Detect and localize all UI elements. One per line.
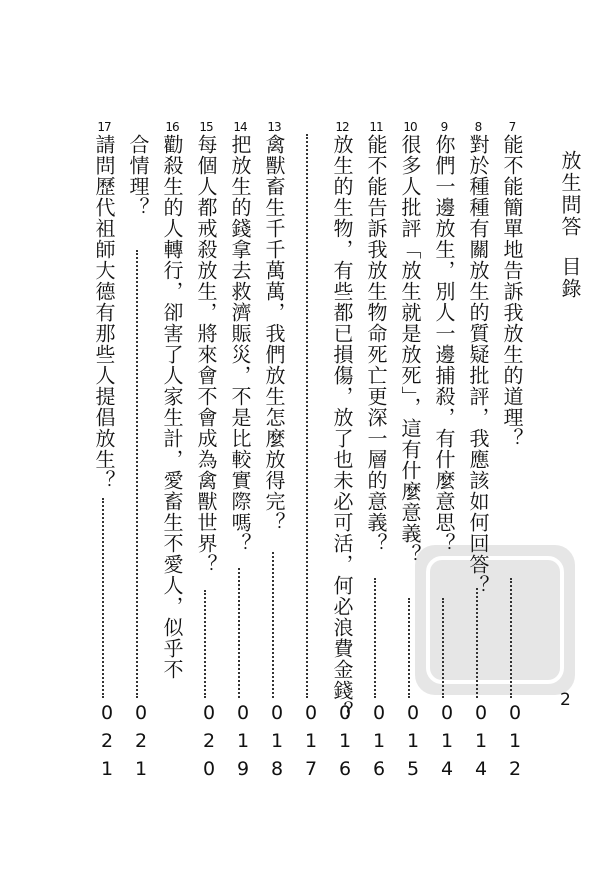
entry-page: 014 [436,702,458,786]
entry-number: 11 [369,120,383,134]
toc-entry-16-continued[interactable] [124,120,152,786]
page-number: 2 [560,690,571,710]
leader-dots [510,578,516,698]
entry-text: 把放生的錢拿去救濟賑災，不是比較實際嗎？ [228,134,252,554]
entry-number: 16 [165,120,179,134]
entry-number: 8 [474,120,482,134]
leader-dots [442,598,448,698]
entry-page: 015 [402,702,424,786]
entry-number: 12 [335,120,349,134]
entry-text: 對於種種有關放生的質疑批評，我應該如何回答？ [466,134,490,596]
entry-page: 018 [266,702,288,786]
leader-dots [306,134,312,698]
toc-entry-13[interactable] [260,120,288,786]
leader-dots [204,590,210,698]
entry-page: 016 [368,702,390,786]
entry-number: 15 [199,120,213,134]
entry-number: 17 [97,120,111,134]
section-title: 目錄 [558,256,582,300]
leader-dots [272,552,278,698]
entry-page: 021 [130,702,152,786]
entry-text: 能不能告訴我放生物命死亡更深一層的意義？ [364,134,388,554]
toc-entry-12-continued[interactable] [294,120,322,786]
entry-text: 很多人批評「放生就是放死」，這有什麼意義？ [398,134,422,565]
entry-number: 13 [267,120,281,134]
toc-entry-15[interactable] [192,120,220,786]
toc-entry-12[interactable] [328,120,356,786]
entry-page: 016 [334,702,356,786]
entry-text: 請問歷代祖師大德有那些人提倡放生？ [92,134,116,491]
leader-dots [136,250,142,698]
entry-number: 9 [440,120,448,134]
leader-dots [102,498,108,698]
entry-page: 020 [198,702,220,786]
toc-entry-17[interactable] [90,120,118,786]
entry-number: 10 [403,120,417,134]
entry-text: 放生的生物，有些都已損傷，放了也未必可活，何必浪費金錢？ [330,134,354,722]
toc-entry-9[interactable] [430,120,458,786]
entry-text: 每個人都戒殺放生，將來會不會成為禽獸世界？ [194,134,218,575]
toc-entry-11[interactable] [362,120,390,786]
entry-number: 14 [233,120,247,134]
toc-entry-8[interactable] [464,120,492,786]
entry-page: 014 [470,702,492,786]
entry-text: 合情理？ [126,134,150,218]
toc-entry-10[interactable] [396,120,424,786]
entry-page: 019 [232,702,254,786]
leader-dots [374,578,380,698]
leader-dots [408,598,414,698]
book-title: 放生問答 [558,150,582,238]
entry-page: 017 [300,702,322,786]
entry-page: 021 [96,702,118,786]
entry-text: 能不能簡單地告訴我放生的道理？ [500,134,524,449]
entry-text: 勸殺生的人轉行，卻害了人家生計，愛畜生不愛人，似乎不 [160,134,184,680]
entry-text: 你們一邊放生，別人一邊捕殺，有什麼意思？ [432,134,456,554]
entry-text: 禽獸畜生千千萬萬，我們放生怎麼放得完？ [262,134,286,533]
entry-page: 012 [504,702,526,786]
leader-dots [238,568,244,698]
page-title [560,150,580,300]
toc-entry-16[interactable] [158,120,186,780]
toc-entry-7[interactable] [498,120,526,786]
leader-dots [476,588,482,698]
entry-number: 7 [508,120,516,134]
toc-entry-14[interactable] [226,120,254,786]
